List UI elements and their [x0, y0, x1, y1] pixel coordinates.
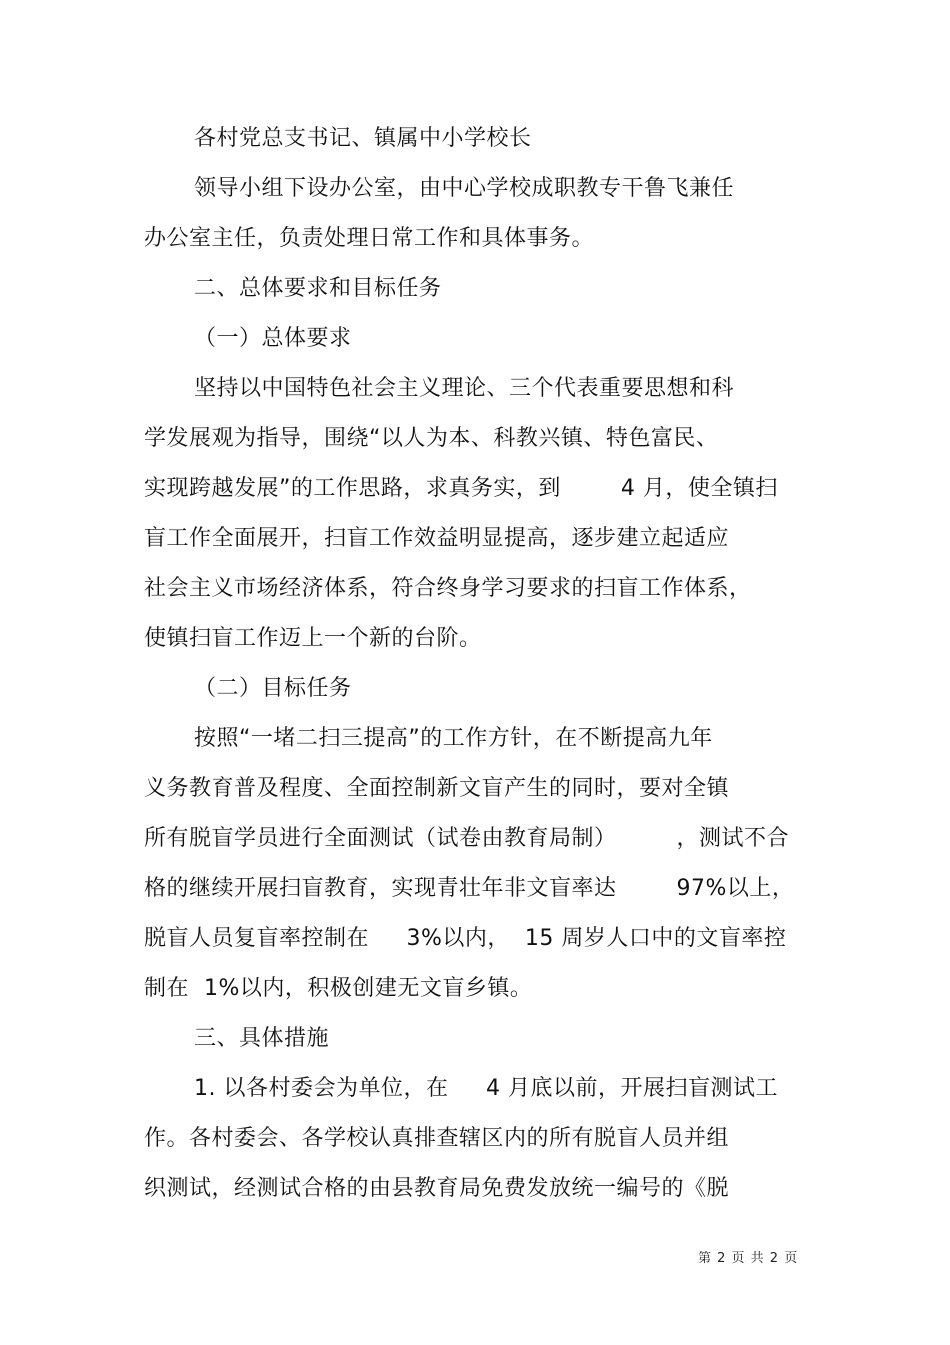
text-line-10: 社会主义市场经济体系，符合终身学习要求的扫盲工作体系，	[144, 576, 752, 601]
text-line-16: 格的继续开展扫盲教育，实现青壮年非文盲率达 97%以上，	[144, 876, 795, 901]
section-heading-3: 三、具体措施	[194, 1026, 330, 1051]
text-line-1: 各村党总支书记、镇属中小学校长	[194, 126, 532, 151]
subsection-heading-1: （一）总体要求	[194, 326, 352, 351]
subsection-heading-2: （二）目标任务	[194, 676, 352, 701]
text-line-20: 1. 以各村委会为单位，在 4 月底以前，开展扫盲测试工	[194, 1076, 778, 1101]
text-line-9: 盲工作全面展开，扫盲工作效益明显提高，逐步建立起适应	[144, 526, 730, 551]
text-line-11: 使镇扫盲工作迈上一个新的台阶。	[144, 626, 482, 651]
page-number-footer: 第 2 页 共 2 页	[698, 1251, 799, 1266]
text-line-6: 坚持以中国特色社会主义理论、三个代表重要思想和科	[194, 376, 735, 401]
text-line-3: 办公室主任，负责处理日常工作和具体事务。	[144, 226, 595, 251]
text-line-22: 织测试，经测试合格的由县教育局免费发放统一编号的《脱	[144, 1176, 730, 1201]
text-line-17: 脱盲人员复盲率控制在 3%以内， 15 周岁人口中的文盲率控	[144, 926, 787, 951]
text-line-13: 按照“一堵二扫三提高”的工作方针，在不断提高九年	[194, 726, 713, 751]
text-line-8: 实现跨越发展”的工作思路，求真务实，到 4 月，使全镇扫	[144, 476, 778, 501]
text-line-2: 领导小组下设办公室，由中心学校成职教专干鲁飞兼任	[194, 176, 735, 201]
text-line-7: 学发展观为指导，围绕“以人为本、科教兴镇、特色富民、	[144, 426, 719, 451]
text-line-15: 所有脱盲学员进行全面测试（试卷由教育局制） ，测试不合	[144, 826, 789, 851]
text-line-18: 制在 1%以内，积极创建无文盲乡镇。	[144, 976, 533, 1001]
text-line-14: 义务教育普及程度、全面控制新文盲产生的同时，要对全镇	[144, 776, 730, 801]
section-heading-2: 二、总体要求和目标任务	[194, 276, 442, 301]
text-line-21: 作。各村委会、各学校认真排查辖区内的所有脱盲人员并组	[144, 1126, 730, 1151]
